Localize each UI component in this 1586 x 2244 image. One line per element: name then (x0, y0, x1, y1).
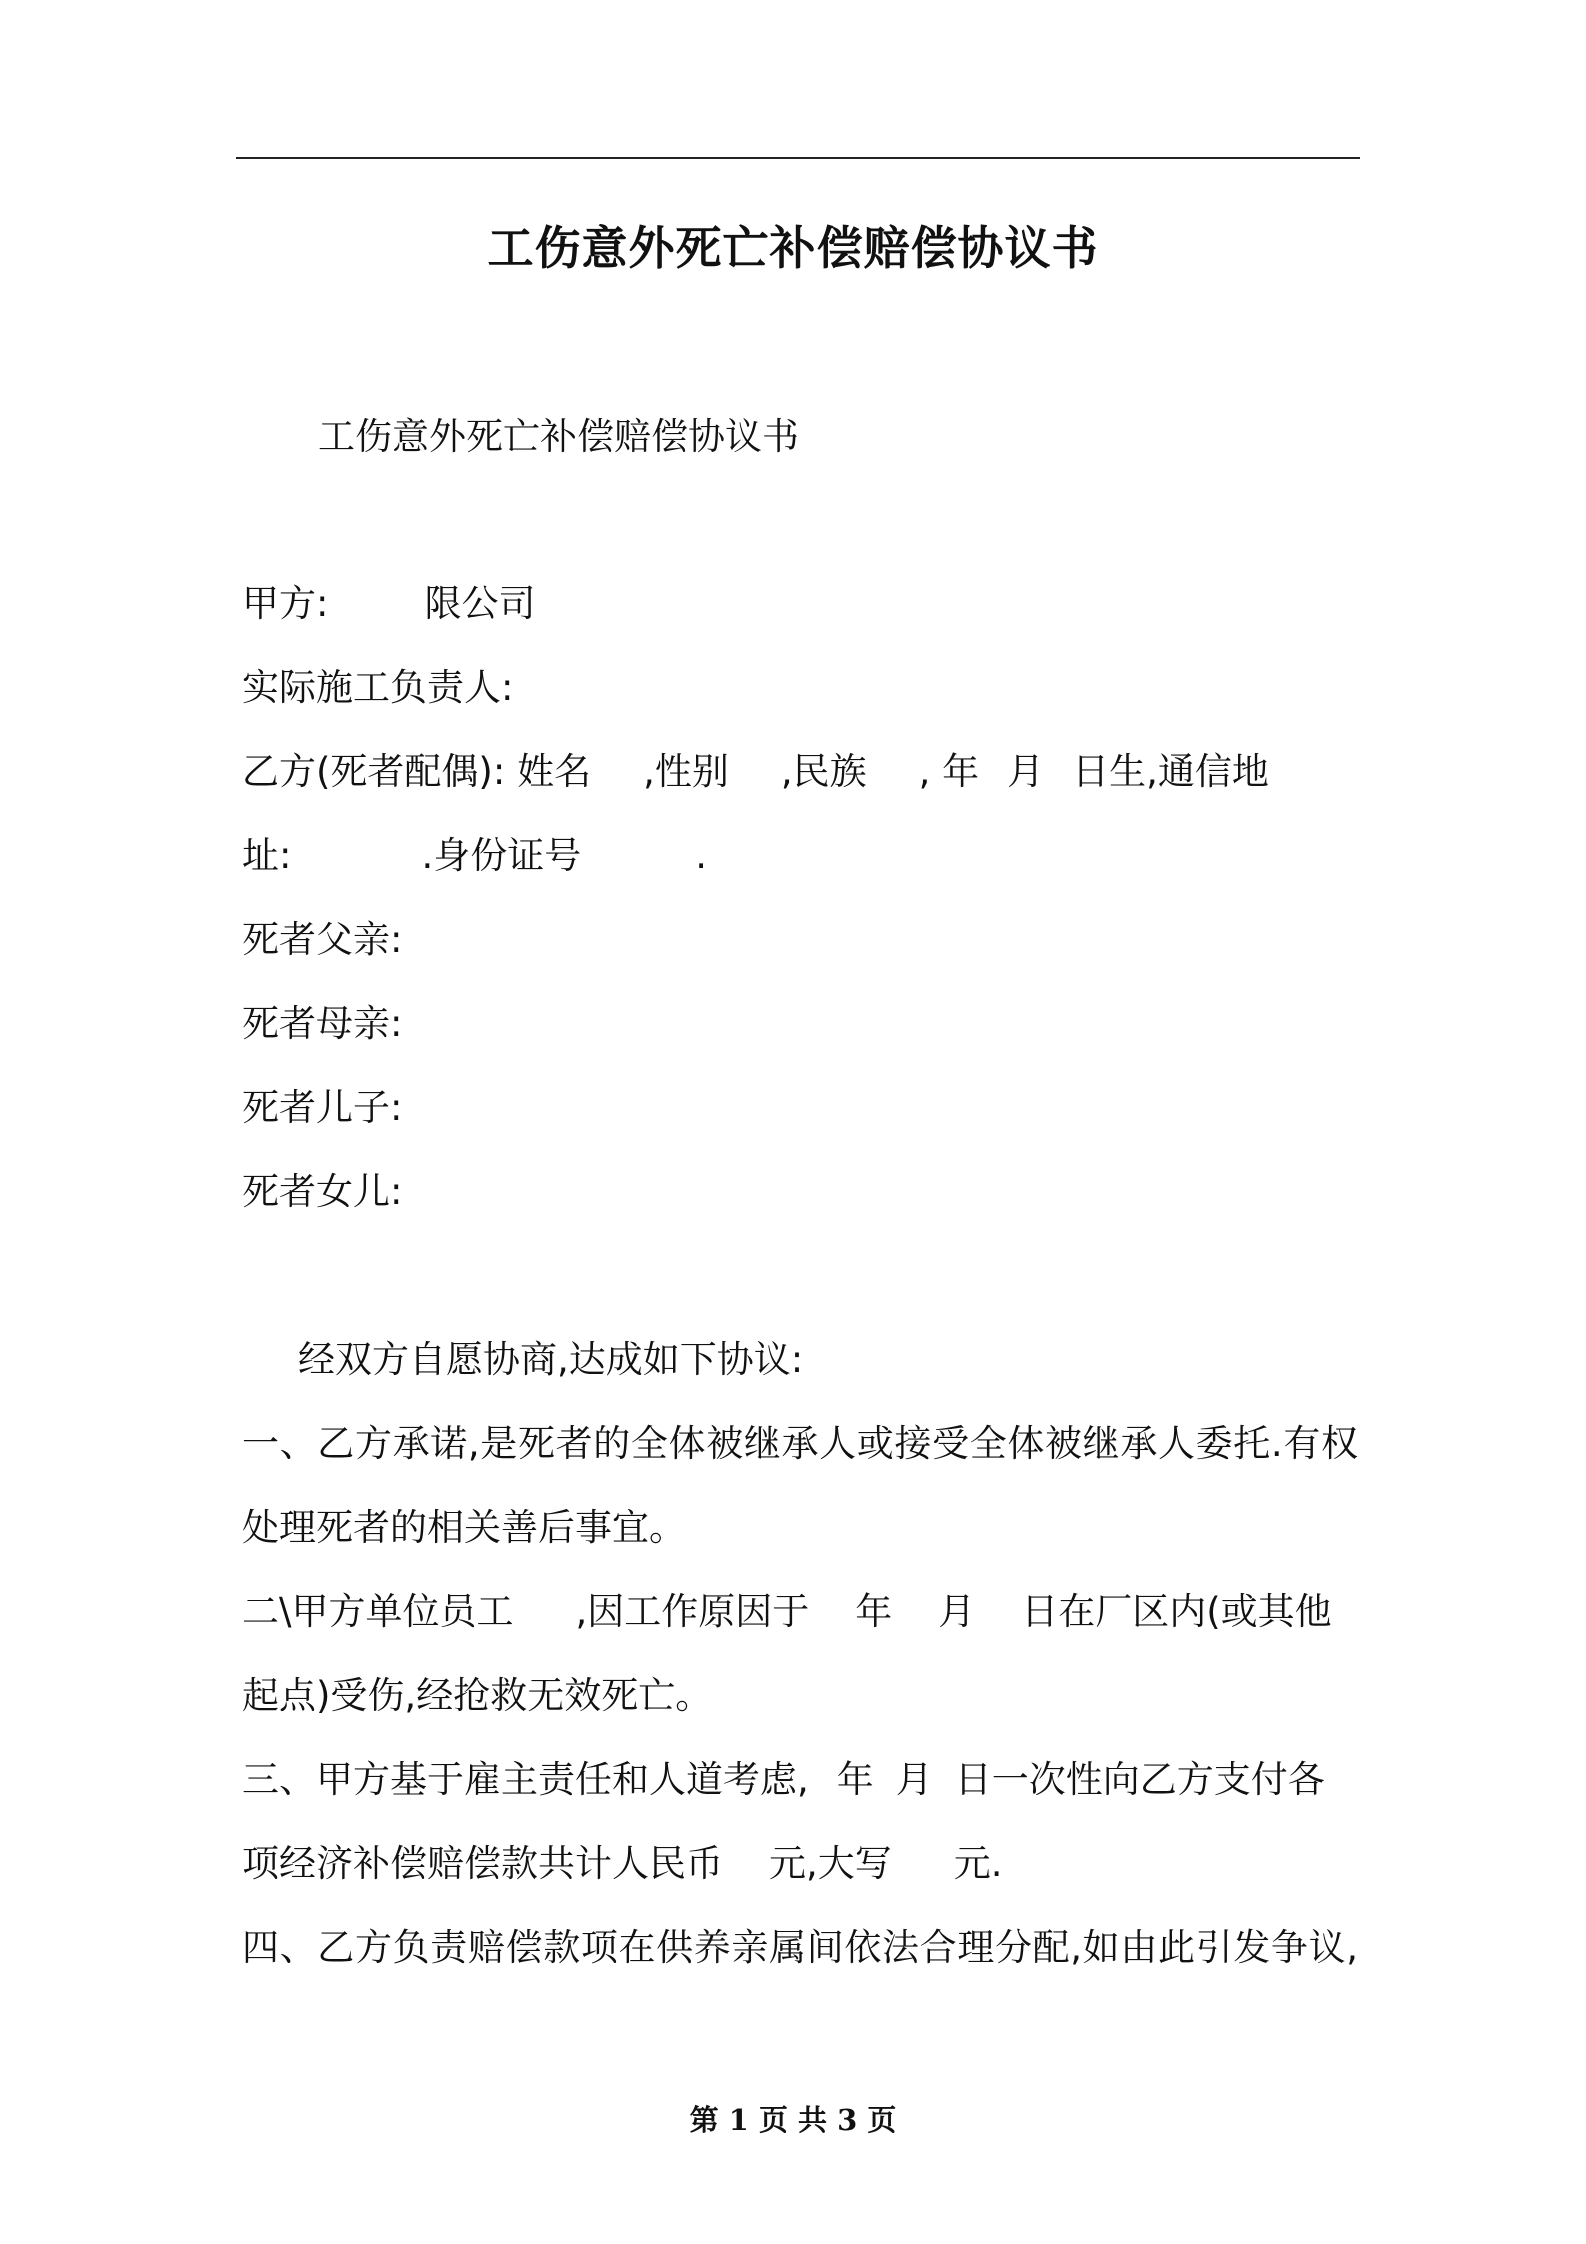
clause-3-line-2 (242, 1840, 1358, 1888)
clause-3-payment-label: 日一次性向乙方支付各 (954, 1758, 1325, 1801)
party-b-name-label: 乙方(死者配偶): 姓名 (242, 750, 592, 793)
document-subtitle: 工伤意外死亡补偿赔偿协议书 (318, 415, 799, 458)
id-number-end: . (695, 834, 707, 877)
clause-2-month-label: 月 (938, 1590, 976, 1633)
clause-3-line-1 (242, 1756, 1358, 1804)
party-b-gender-label: ,性别 (643, 750, 729, 793)
clause-2-line-1 (242, 1588, 1358, 1636)
site-manager-line: 实际施工负责人: (242, 666, 514, 709)
clause-1-line-1: 一、乙方承诺,是死者的全体被继承人或接受全体被继承人委托.有权 (242, 1422, 1358, 1465)
daughter-line: 死者女儿: (242, 1170, 403, 1213)
party-a-label: 甲方: (242, 582, 329, 625)
clause-3-year-label: 年 (836, 1758, 874, 1801)
clause-3-yuan-end: 元. (953, 1842, 1003, 1885)
document-title: 工伤意外死亡补偿赔偿协议书 (487, 221, 1099, 275)
clause-3-month-label: 月 (895, 1758, 933, 1801)
party-b-line (242, 748, 1358, 796)
clause-2-line-2: 起点)受伤,经抢救无效死亡。 (242, 1674, 713, 1717)
clause-4-line-1: 四、乙方负责赔偿款项在供养亲属间依法合理分配,如由此引发争议, (242, 1926, 1358, 1969)
clause-2-year-label: 年 (855, 1590, 893, 1633)
clause-3-uppercase-label: 元,大写 (769, 1842, 892, 1885)
clause-3-amount-label: 项经济补偿赔偿款共计人民币 (242, 1842, 723, 1885)
address-label: 址: (242, 834, 292, 877)
id-number-label: .身份证号 (421, 834, 582, 877)
party-a-value: 限公司 (424, 582, 536, 625)
party-b-ethnicity-label: ,民族 (780, 750, 867, 793)
clause-2-cause-label: ,因工作原因于 (575, 1590, 810, 1633)
address-id-line (242, 832, 1358, 880)
party-a-line (242, 580, 1358, 628)
mother-line: 死者母亲: (242, 1002, 403, 1045)
clause-2-location-label: 日在厂区内(或其他 (1021, 1590, 1332, 1633)
header-rule (236, 157, 1360, 159)
clause-3-intro: 三、甲方基于雇主责任和人道考虑, (242, 1758, 809, 1801)
party-b-month-label: 月 (1007, 750, 1045, 793)
party-b-year-label: , 年 (918, 750, 980, 793)
clause-1-line-2: 处理死者的相关善后事宜。 (242, 1506, 686, 1549)
page-footer: 第 1 页 共 3 页 (689, 2103, 897, 2137)
son-line: 死者儿子: (242, 1086, 403, 1129)
agreement-intro: 经双方自愿协商,达成如下协议: (298, 1338, 804, 1381)
clause-2-employee-label: 二\甲方单位员工 (242, 1590, 514, 1633)
father-line: 死者父亲: (242, 918, 403, 961)
party-b-birth-address-label: 日生,通信地 (1072, 750, 1269, 793)
